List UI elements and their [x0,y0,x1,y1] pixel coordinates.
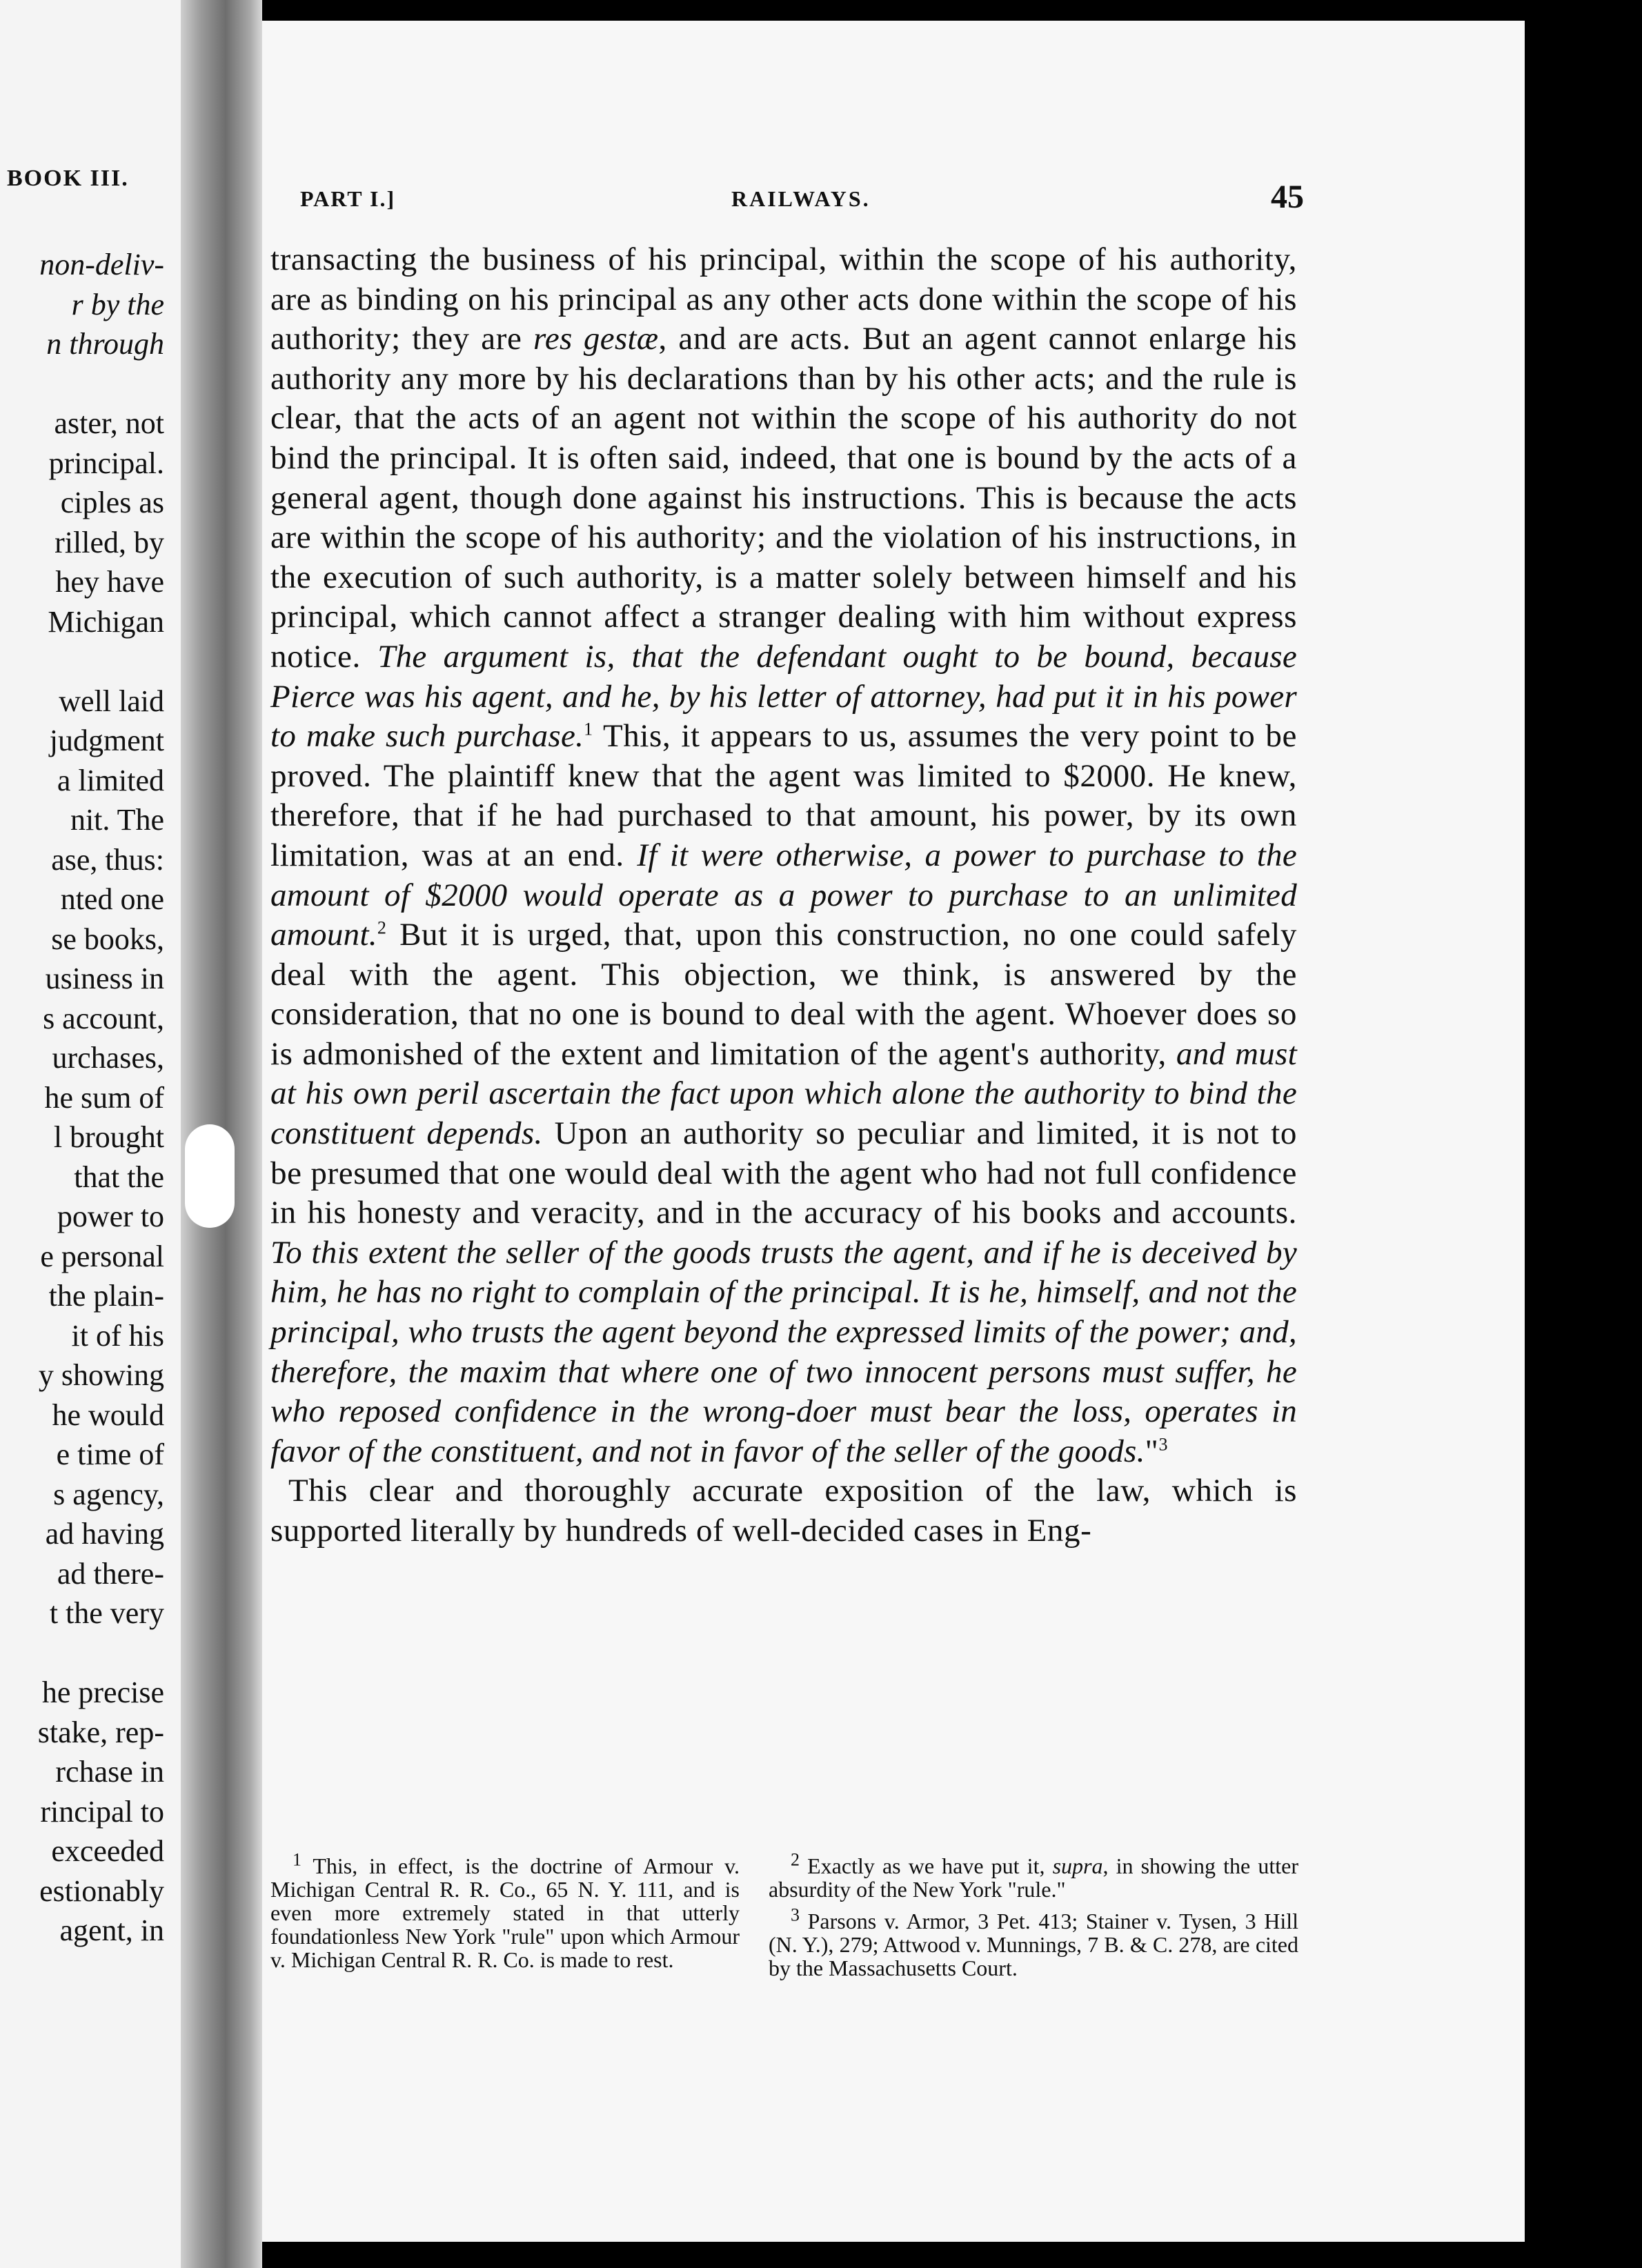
facing-page-line: r by the [71,287,164,321]
facing-page-line: he sum of [44,1080,164,1115]
part-label: PART I.] [300,186,396,211]
footnote-column-right [769,1849,1299,1988]
footnote-text: , in showing the utter absurdity of the New York "rule." [769,1853,1299,1902]
footnote-2 [769,1849,1299,1902]
facing-page-line [0,364,164,404]
facing-page-line: a limited [57,763,164,797]
facing-page-line: ciples as [60,486,164,519]
italic-term: res gestæ [533,321,659,357]
footnote-number: 1 [293,1849,301,1870]
footnote-ref-3: 3 [1158,1434,1169,1455]
facing-page-line: judgment [49,724,164,757]
footnote-text: This, in effect, is the doctrine of Armour v. Michigan Central R. R. Co., 65 N. Y. 111, and is even more extremely stated in that utterly foundationless New York "rule" upon which Armour v. Michigan Central R. R. Co. is made to rest. [270,1853,740,1972]
facing-page-line: nit. The [70,803,164,837]
italic-quote: The argument is, that the defendant ought to be bound, because Pierce was his agent, and he, by his letter of attorney, had put it in his power to make such purchase. [270,638,1297,755]
footnote-italic: supra [1052,1853,1103,1878]
facing-page-line: principal. [48,446,164,480]
text-run: transacting the business of his principal, within the scope of his authority, are as binding on his principal as any other acts done within the scope of his authority; they are [270,241,1297,357]
text-run: Upon an authority so peculiar and limited, it is not to be presumed that one would deal with the agent who had not full confidence in his honesty and veracity, and in the accuracy of his books and accounts. [270,1115,1297,1231]
facing-page-text [0,245,164,1951]
facing-page-line: he would [52,1397,164,1432]
facing-page-line: usiness in [45,962,164,995]
footnote-text: Exactly as we have put it, [800,1853,1053,1878]
facing-page-line: he precise [41,1675,164,1709]
text-run: " [1145,1433,1159,1469]
footnote-number: 3 [791,1904,800,1925]
facing-page-line: e time of [56,1438,164,1471]
footnote-number: 2 [791,1849,800,1870]
facing-page-header: BOOK III. [7,166,129,191]
footnote-column-left [270,1849,740,1980]
facing-page-line: hey have [55,565,164,599]
text-run: But it is urged, that, upon this construction, no one could safely deal with the agent. This objection, we think, is answered by the consideration, that no one is bound to deal with the agent. Whoever does so is admonished of the extent and limitation of the agent's authority, [270,917,1297,1072]
facing-page-line: l brought [53,1120,164,1154]
facing-page-line: rchase in [55,1755,164,1789]
facing-page-line: ad there- [57,1556,164,1591]
facing-page-line: rincipal to [40,1794,164,1829]
footnote-1 [270,1849,740,1972]
chapter-title: RAILWAYS. [731,186,871,211]
facing-page-line: it of his [71,1318,164,1353]
facing-page-line: ase, thus: [51,842,164,877]
paragraph-2: This clear and thoroughly accurate exposition of the law, which is supported literally by hundreds of well-decided cases in Eng- [270,1473,1297,1549]
facing-page-line [0,1633,164,1673]
italic-quote: and must at his own peril ascertain the fact upon which alone the authority to bind the constituent depends. [270,1035,1297,1152]
italic-quote: To this extent the seller of the goods trusts the agent, and if he is deceived by him, he has no right to complain of the principal. It is he, himself, and not the principal, who trusts the agent beyond the expressed limits of the power; and, therefore, the maxim that where one of two innocent persons must suffer, he who reposed confidence in the wrong-doer must bear the loss, operates in favor of the constituent, and not in favor of the seller of the goods. [270,1234,1297,1469]
footnote-ref-2: 2 [377,917,387,938]
running-head [262,178,1525,219]
book-page [262,21,1525,2242]
main-text [270,240,1297,1551]
footnote-ref-1: 1 [584,719,593,739]
facing-page-line: the plain- [48,1279,164,1313]
facing-page-line: agent, in [59,1913,164,1947]
facing-page-line: se books, [51,922,164,956]
facing-page-line: s agency, [53,1477,164,1511]
facing-page-line: that the [74,1160,164,1194]
italic-quote: If it were otherwise, a power to purchase to the amount of $2000 would operate as a power to purchase to an unlimited amount. [270,837,1298,953]
facing-page-line: rilled, by [55,525,164,559]
paragraph-1 [270,240,1297,1471]
footnote-3 [769,1904,1298,1980]
facing-page-line: nted one [60,882,164,916]
facing-page-line [0,641,164,682]
facing-page-line: stake, rep- [37,1715,164,1749]
facing-page-left [0,0,181,2268]
facing-page-line: well laid [59,684,164,718]
gutter-light-spot [185,1124,235,1228]
facing-page-line: exceeded [51,1834,164,1868]
facing-page-line: urchases, [52,1041,164,1075]
facing-page-line: y showing [38,1358,164,1392]
facing-page-line: non-deliv- [39,248,164,281]
facing-page-line: estionably [39,1873,164,1908]
page-number: 45 [1271,179,1304,215]
facing-page-line: n through [46,327,164,361]
text-run: , and are acts. But an agent cannot enlarge his authority any more by his declarations than by his other acts; and the rule is clear, that the acts of an agent not within the scope of his authority do not bind the principal. It is often said, indeed, that one is bound by the acts of a general agent, though done against his instructions. This is because the acts are within the scope of his authority; and the violation of his instructions, in the execution of such authority, is a matter solely between himself and his principal, which cannot affect a stranger dealing with him without express notice. [270,321,1297,675]
facing-page-line: aster, not [54,406,164,440]
facing-page-line: Michigan [48,604,164,639]
text-run: This, it appears to us, assumes the very point to be proved. The plaintiff knew that the agent was limited to $2000. He knew, therefore, that if he had purchased to that amount, his power, by its own limitation, was at an end. [270,718,1297,873]
facing-page-line: e personal [40,1239,164,1273]
facing-page-line: ad having [45,1517,164,1551]
facing-page-line: power to [57,1200,164,1233]
facing-page-line: t the very [49,1596,164,1630]
footnote-text: Parsons v. Armor, 3 Pet. 413; Stainer v. Tysen, 3 Hill (N. Y.), 279; Attwood v. Munnings, 7 B. & C. 278, are cited by the Massachusetts Court. [769,1909,1298,1980]
facing-page-line: s account, [43,1001,164,1035]
